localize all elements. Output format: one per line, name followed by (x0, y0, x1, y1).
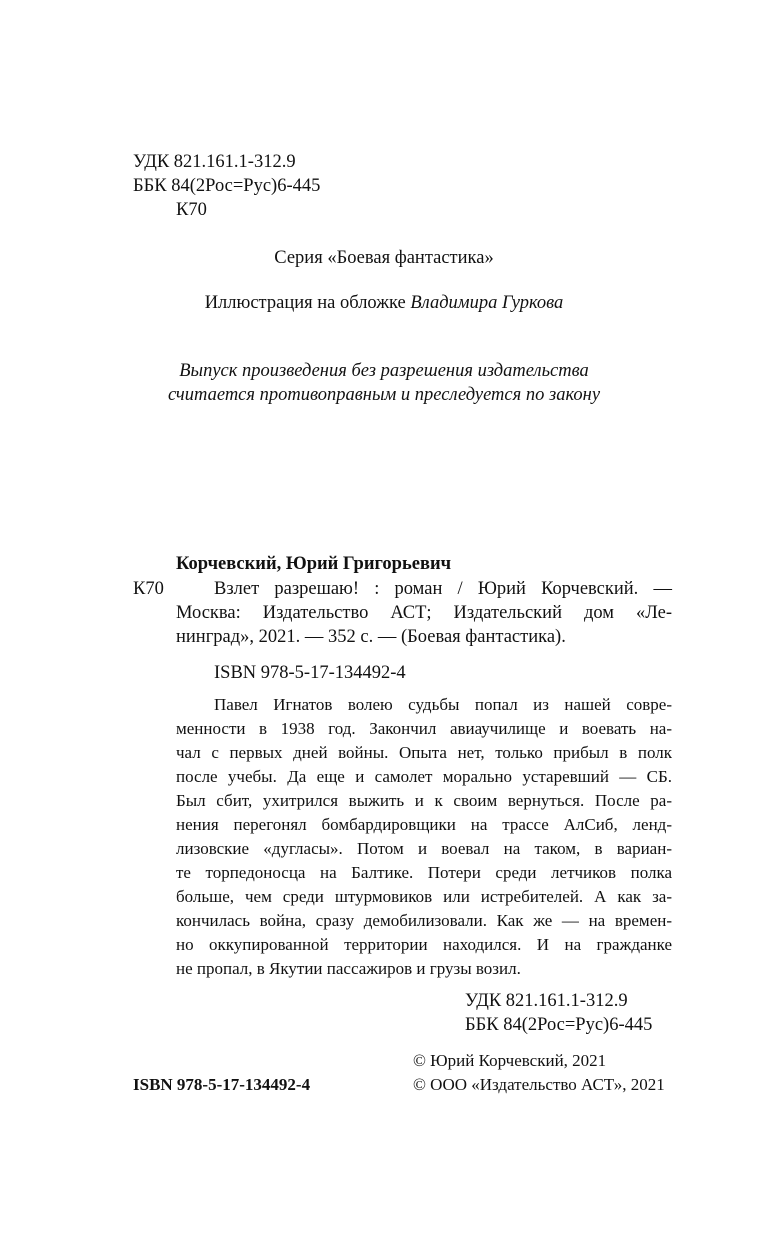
series-line (0, 247, 768, 270)
annotation-line: нения перегонял бомбардировщики на трассе АлСиб, ленд- (176, 815, 672, 834)
annotation-line: чал с первых дней войны. Опыта нет, только прибыл в полк (176, 743, 672, 762)
annotation-line: те торпедоносца на Балтике. Потери среди летчиков полка (176, 863, 672, 882)
legal-notice-line-2: считается противоправным и преследуется по закону (167, 385, 601, 405)
illustration-artist: Владимира Гуркова (410, 293, 564, 313)
annotation-line: больше, чем среди штурмовиков или истребителей. А как за- (176, 887, 672, 906)
catalog-line-1: Взлет разрешаю! : роман / Юрий Корчевский. — (214, 579, 672, 599)
footer-isbn: ISBN 978-5-17-134492-4 (133, 1075, 311, 1094)
annotation-line: но оккупированной территории находился. И на гражданке (176, 935, 672, 954)
udk-code-bottom: УДК 821.161.1-312.9 (465, 991, 628, 1011)
annotation-line: кончилась война, сразу демобилизовали. Как же — на времен- (176, 911, 672, 930)
illustration-credit (0, 292, 768, 315)
catalog-author: Корчевский, Юрий Григорьевич (176, 554, 452, 574)
catalog-isbn: ISBN 978-5-17-134492-4 (214, 663, 406, 683)
catalog-line-2: Москва: Издательство АСТ; Издательский дом «Ле- (176, 603, 672, 623)
copyright-publisher: © ООО «Издательство АСТ», 2021 (413, 1075, 665, 1094)
catalog-mark: К70 (133, 579, 164, 599)
annotation-line: после учебы. Да еще и самолет морально устаревший — СБ. (176, 767, 672, 786)
catalog-line-3: нинград», 2021. — 352 с. — (Боевая фантастика). (176, 627, 566, 647)
bbk-code-bottom: ББК 84(2Рос=Рус)6-445 (465, 1015, 653, 1035)
annotation-line: менности в 1938 год. Закончил авиаучилище и воевать на- (176, 719, 672, 738)
illustration-prefix: Иллюстрация на обложке (204, 293, 411, 313)
udk-code: УДК 821.161.1-312.9 (133, 152, 296, 172)
series-prefix: Серия (274, 248, 328, 268)
annotation-line: Павел Игнатов волею судьбы попал из нашей совре- (214, 695, 672, 714)
annotation-line: не пропал, в Якутии пассажиров и грузы возил. (176, 959, 521, 978)
annotation-line: лизовские «дугласы». Потом и воевал на таком, в вариан- (176, 839, 672, 858)
legal-notice-line-1: Выпуск произведения без разрешения издательства (179, 361, 589, 381)
author-mark: К70 (176, 200, 207, 220)
annotation-line: Был сбит, ухитрился выжить и к своим вернуться. После ра- (176, 791, 672, 810)
copyright-author: © Юрий Корчевский, 2021 (413, 1051, 607, 1070)
series-name: «Боевая фантастика» (327, 248, 494, 268)
bbk-code: ББК 84(2Рос=Рус)6-445 (133, 176, 321, 196)
